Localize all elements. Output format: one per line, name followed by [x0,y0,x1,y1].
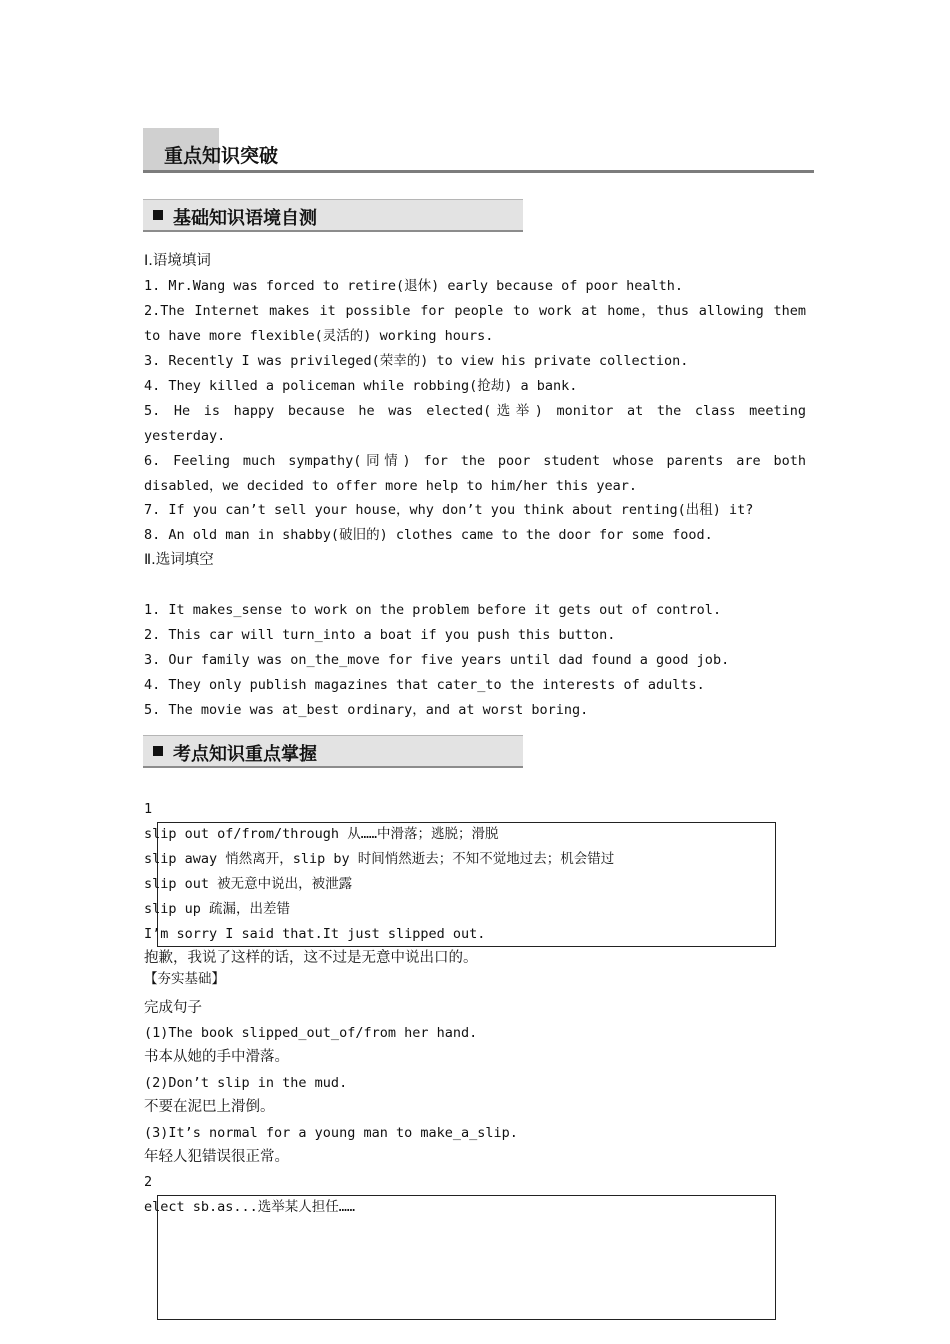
page-header [143,128,814,172]
exercise-line: yesterday. [144,428,226,444]
page-title: 重点知识突破 [164,145,279,167]
exercise-line: 6. Feeling much sympathy(同情) for the poor student whose parents are both [144,453,806,469]
note-line: slip away 悄然离开，slip by 时间悄然逝去；不知不觉地过去；机会错过 [144,851,615,867]
exercise-line: 4. They only publish magazines that cater_to the interests of adults. [144,677,705,693]
square-bullet-icon [153,746,163,756]
square-bullet-icon [153,210,163,220]
bracket-label: 【夯实基础】 [144,971,225,987]
exercise-line: 5. The movie was at_best ordinary，and at worst boring. [144,702,589,718]
exercise-line: 2.The Internet makes it possible for people to work at home，thus allowing them [144,303,806,319]
exercise-line: 7. If you can’t sell your house，why don’t you think about renting(出租) it? [144,502,754,518]
header-rule [143,170,814,173]
exercise-line: 4. They killed a policeman while robbing(抢劫) a bank. [144,378,578,394]
section-header-basic [143,199,523,232]
exercise-line: disabled，we decided to offer more help to him/her this year. [144,478,638,494]
exercise-line: 3. Our family was on_the_move for five years until dad found a good job. [144,652,730,668]
part1-heading: Ⅰ.语境填词 [144,253,211,269]
note-line: slip out 被无意中说出，被泄露 [144,876,353,892]
point-number: 1 [144,801,153,817]
exercise-line: (3)It’s normal for a young man to make_a_slip. [144,1125,518,1141]
exercise-line: 8. An old man in shabby(破旧的) clothes came to the door for some food. [144,527,713,543]
note-line: slip out of/from/through 从……中滑落；逃脱；滑脱 [144,826,499,842]
exercise-line: to have more flexible(灵活的) working hours. [144,328,494,344]
exercise-line: 书本从她的手中滑落。 [144,1049,289,1065]
exercise-line: 2. This car will turn_into a boat if you push this button. [144,627,616,643]
part2-heading: Ⅱ.选词填空 [144,552,214,568]
exercise-line: (1)The book slipped_out_of/from her hand. [144,1025,478,1041]
exercise-line: 年轻人犯错误很正常。 [144,1149,289,1165]
point-number: 2 [144,1174,153,1190]
exercise-line: 1. It makes_sense to work on the problem before it gets out of control. [144,602,722,618]
section-title: 考点知识重点掌握 [173,744,317,765]
section-header-key-points [143,735,523,768]
exercise-line: (2)Don’t slip in the mud. [144,1075,348,1091]
note-line: I’m sorry I said that.It just slipped out. [144,926,486,942]
exercise-line: 5. He is happy because he was elected(选举) monitor at the class meeting [144,403,806,419]
exercise-line: 不要在泥巴上滑倒。 [144,1099,275,1115]
note-line: elect sb.as...选举某人担任…… [144,1199,356,1215]
exercise-line: 3. Recently I was privileged(荣幸的) to view his private collection. [144,353,689,369]
exercise-heading: 完成句子 [144,1000,202,1016]
note-line: slip up 疏漏，出差错 [144,901,291,917]
section-title: 基础知识语境自测 [173,208,317,229]
exercise-line: 1. Mr.Wang was forced to retire(退休) early because of poor health. [144,278,684,294]
note-line: 抱歉，我说了这样的话，这不过是无意中说出口的。 [144,950,478,966]
